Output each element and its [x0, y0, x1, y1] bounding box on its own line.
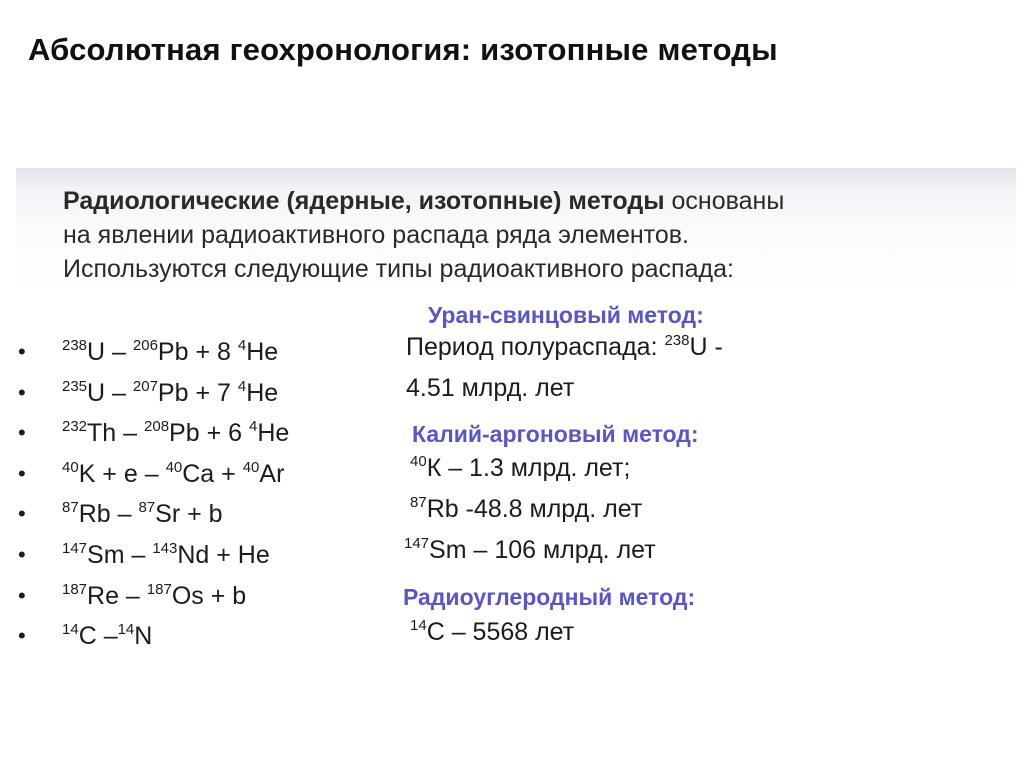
potassium-argon-heading: Калий-аргоновый метод:: [412, 421, 699, 447]
bullet-icon: •: [18, 623, 26, 649]
potassium-halflife: $^{40}$К – 1.3 млрд. лет;: [410, 453, 631, 482]
uranium-lead-halflife-line: Период полураспада: $^{238}$U -: [406, 332, 723, 361]
intro-line-1-rest: основаны: [664, 187, 785, 215]
slide-title: Абсолютная геохронология: изотопные методы: [28, 32, 778, 67]
rubidium-halflife: $^{87}$Rb -48.8 млрд. лет: [410, 494, 643, 523]
intro-paragraph: [63, 184, 1003, 286]
bullet-icon: •: [18, 501, 26, 527]
uranium-lead-value: 4.51 млрд. лет: [406, 374, 575, 402]
intro-bold-term: Радиологические (ядерные, изотопные) методы: [63, 187, 665, 215]
bullet-icon: •: [18, 420, 26, 446]
decay-equation: $^{87}$Rb – $^{87}$Sr + b: [62, 499, 223, 529]
decay-equation: $^{40}$K + e – $^{40}$Ca + $^{40}$Ar: [62, 458, 285, 488]
radiocarbon-heading: Радиоуглеродный метод:: [403, 584, 696, 610]
decay-equation: $^{147}$Sm – $^{143}$Nd + He: [62, 539, 270, 569]
bullet-icon: •: [18, 379, 26, 405]
decay-equation: $^{14}$C –$^{14}$N: [62, 621, 153, 651]
uranium-lead-heading: Уран-свинцовый метод:: [428, 302, 704, 328]
decay-equation: $^{232}$Th – $^{208}$Pb + 6 $^4$He: [62, 418, 290, 448]
carbon-halflife: $^{14}$C – 5568 лет: [410, 617, 575, 646]
decay-equation: $^{235}$U – $^{207}$Pb + 7 $^4$He: [62, 377, 279, 407]
intro-line-3: Используются следующие типы радиоактивного распада:: [63, 255, 734, 283]
bullet-icon: •: [18, 339, 26, 364]
bullet-icon: •: [18, 460, 26, 486]
bullet-icon: •: [18, 541, 26, 567]
intro-line-1: [63, 184, 1003, 218]
bullet-icon: •: [18, 582, 26, 608]
decay-equation: $^{238}$U – $^{206}$Pb + 8 $^4$He: [62, 337, 279, 366]
intro-line-2: на явлении радиоактивного распада ряда элементов.: [63, 221, 689, 249]
samarium-halflife: $^{147}$Sm – 106 млрд. лет: [404, 535, 656, 564]
decay-equation: $^{187}$Re – $^{187}$Os + b: [62, 580, 247, 610]
